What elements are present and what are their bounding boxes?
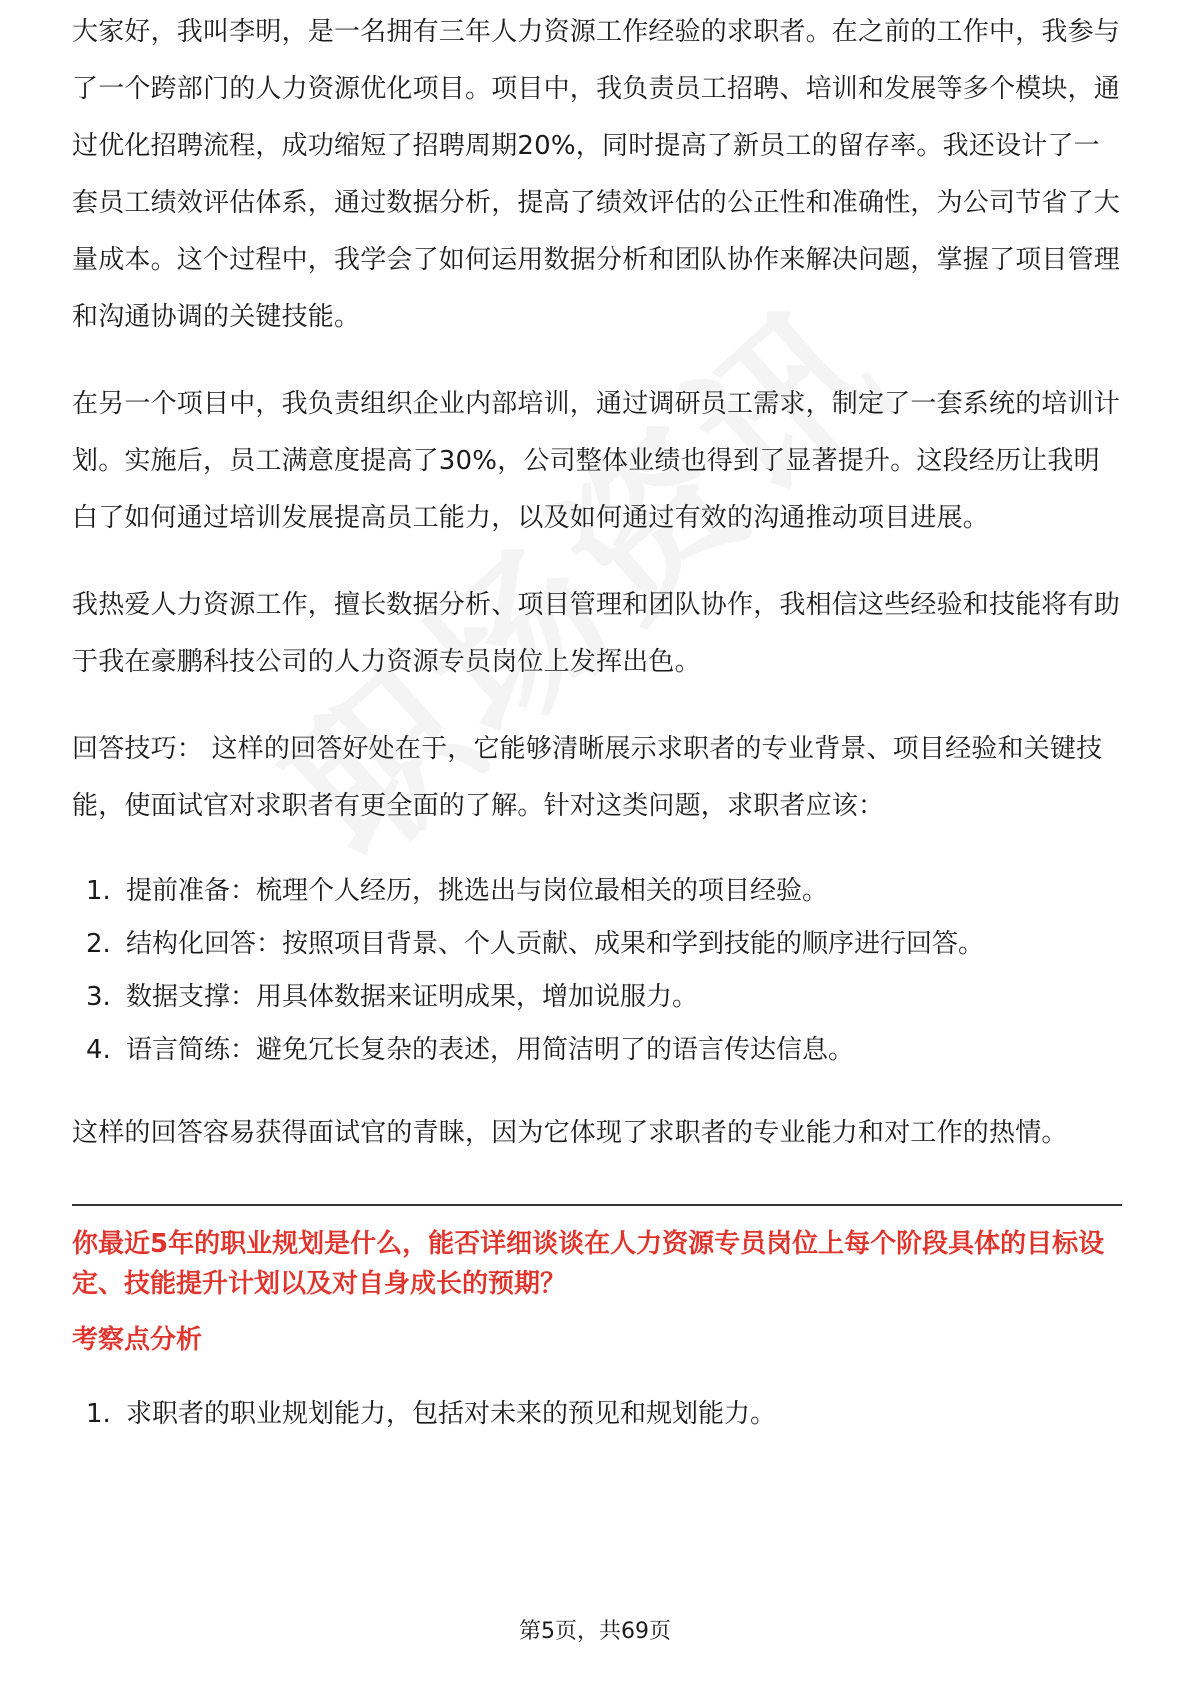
- paragraph-training-project: 在另一个项目中，我负责组织企业内部培训，通过调研员工需求，制定了一套系统的培训计划。实施后，员工满意度提高了30%，公司整体业绩也得到了显著提升。这段经历让我明白了如何通过培训发展提高员工能力，以及如何通过有效的沟通推动项目进展。: [72, 389, 1121, 533]
- list-item: 4. 语言简练：避免冗长复杂的表述，用简洁明了的语言传达信息。: [86, 1035, 855, 1065]
- paragraph-passion: 我热爱人力资源工作，擅长数据分析、项目管理和团队协作，我相信这些经验和技能将有助于我在豪鹏科技公司的人力资源专员岗位上发挥出色。: [72, 590, 1121, 677]
- analysis-list: [72, 1388, 1122, 1441]
- page-number: 第5页，共69页: [519, 1619, 671, 1644]
- list-item: 1. 求职者的职业规划能力，包括对未来的预见和规划能力。: [86, 1399, 777, 1429]
- tips-list: [72, 865, 1122, 1077]
- paragraph-answer-tips: 回答技巧： 这样的回答好处在于，它能够清晰展示求职者的专业背景、项目经验和关键技能，使面试官对求职者有更全面的了解。针对这类问题，求职者应该：: [72, 734, 1103, 821]
- paragraph-intro: 大家好，我叫李明，是一名拥有三年人力资源工作经验的求职者。在之前的工作中，我参与了一个跨部门的人力资源优化项目。项目中，我负责员工招聘、培训和发展等多个模块，通过优化招聘流程，成功缩短了招聘周期20%，同时提高了新员工的留存率。我还设计了一套员工绩效评估体系，通过数据分析，提高了绩效评估的公正性和准确性，为公司节省了大量成本。这个过程中，我学会了如何运用数据分析和团队协作来解决问题，掌握了项目管理和沟通协调的关键技能。: [72, 17, 1121, 332]
- section-title: 考察点分析: [72, 1325, 203, 1355]
- paragraph-closing: 这样的回答容易获得面试官的青睐，因为它体现了求职者的专业能力和对工作的热情。: [72, 1118, 1068, 1148]
- page-content: [72, 17, 1122, 1469]
- list-item: 3. 数据支撑：用具体数据来证明成果，增加说服力。: [86, 982, 699, 1012]
- question-heading: 你最近5年的职业规划是什么，能否详细谈谈在人力资源专员岗位上每个阶段具体的目标设定、技能提升计划以及对自身成长的预期？: [72, 1229, 1105, 1299]
- list-item: 2. 结构化回答：按照项目背景、个人贡献、成果和学到技能的顺序进行回答。: [86, 929, 985, 959]
- section-divider: [72, 1204, 1122, 1206]
- list-item: 1. 提前准备：梳理个人经历，挑选出与岗位最相关的项目经验。: [86, 876, 829, 906]
